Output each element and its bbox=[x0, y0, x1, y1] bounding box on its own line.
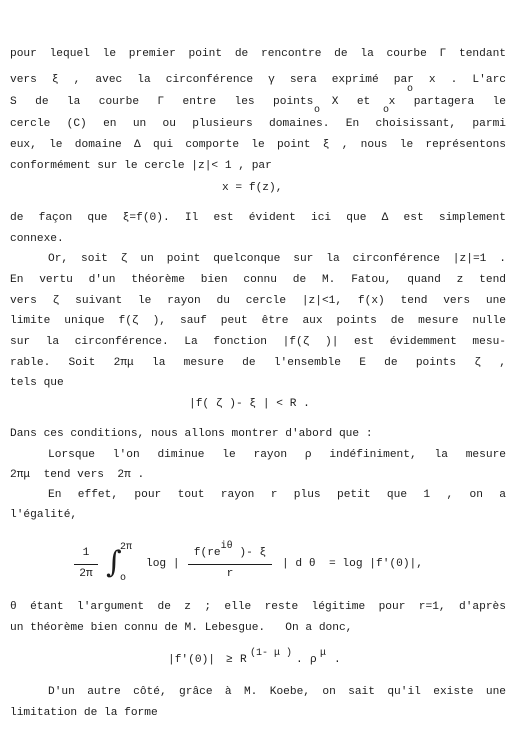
equation-inequality: |f( ζ )- ξ | < R . bbox=[189, 398, 310, 410]
text-line: vers ζ suivant le rayon du cercle |z|<1, f(x) tend vers une bbox=[10, 295, 506, 307]
text-line: pour lequel le premier point de rencontre de la courbe Γ tendant bbox=[10, 48, 506, 60]
eq4-dot: . bbox=[296, 654, 303, 666]
eq4-exponent: (1- μ ) bbox=[250, 648, 293, 659]
text-line: eux, le domaine Δ qui comporte le point ξ , nous le représentons bbox=[10, 139, 506, 151]
text-line: conformément sur le cercle |z|< 1 , par bbox=[10, 160, 272, 172]
inner-numerator: f(reiθ )- ξ bbox=[188, 545, 272, 565]
eq4-base: R bbox=[240, 654, 247, 666]
text-line: tels que bbox=[10, 377, 64, 389]
equation-x-f-z: x = f(z), bbox=[222, 182, 283, 194]
eq4-rho-exponent: μ bbox=[320, 648, 327, 659]
text-line: 2πμ tend vers 2π . bbox=[10, 469, 145, 481]
log-label: log | bbox=[146, 558, 180, 570]
text-line: D'un autre côté, grâce à M. Koebe, on sait qu'il existe une bbox=[48, 686, 506, 698]
text-line: cercle (C) en un ou plusieurs domaines. En choisissant, parmi bbox=[10, 118, 506, 130]
fraction-denominator: 2π bbox=[79, 567, 93, 580]
text-line: Lorsque l'on diminue le rayon ρ indéfiniment, la mesure bbox=[48, 449, 506, 461]
text-line: limitation de la forme bbox=[10, 707, 158, 719]
subscript-X0: o bbox=[314, 105, 321, 116]
text-line: limite unique f(ζ ), sauf peut être aux points de mesure nulle bbox=[10, 315, 506, 327]
text-line: Or, soit ζ un point quelconque sur la circonférence |z|=1 . bbox=[48, 253, 506, 265]
text-line: S de la courbe Γ entre les points X et x partagera le bbox=[10, 96, 506, 108]
text-line: En effet, pour tout rayon r plus petit que 1 , on a bbox=[48, 489, 506, 501]
text-line: θ étant l'argument de z ; elle reste légitime pour r=1, d'après bbox=[10, 601, 506, 613]
inner-denominator: r bbox=[226, 567, 234, 580]
text-line: un théorème bien connu de M. Lebesgue. On a donc, bbox=[10, 622, 353, 634]
subscript-x0b: o bbox=[383, 105, 390, 116]
text-line: En vertu d'un théorème bien connu de M. Fatou, quand z tend bbox=[10, 274, 506, 286]
text-line: connexe. bbox=[10, 233, 64, 245]
equation-rest: | d θ = log |f'(0)|, bbox=[282, 558, 423, 570]
fraction-numerator: 1 bbox=[74, 545, 98, 565]
integral-upper-bound: 2π bbox=[120, 542, 133, 553]
integral-lower-bound: o bbox=[120, 573, 127, 584]
text-line: sur la circonférence. La fonction |f(ζ )| est évidemment mesu- bbox=[10, 336, 506, 348]
text-line: Dans ces conditions, nous allons montrer d'abord que : bbox=[10, 428, 373, 440]
eq4-rho: ρ bbox=[310, 654, 317, 666]
text-line: l'égalité, bbox=[10, 509, 78, 521]
text-line: vers ξ , avec la circonférence γ sera exprimé par x . L'arc bbox=[10, 74, 506, 86]
integral-sign: ∫ bbox=[106, 545, 122, 580]
eq4-tail: . bbox=[334, 654, 341, 666]
text-line: rable. Soit 2πμ la mesure de l'ensemble E de points ζ , bbox=[10, 357, 506, 369]
fraction-inner bbox=[188, 541, 272, 583]
fraction-one-over-two-pi bbox=[74, 545, 98, 583]
text-line: de façon que ξ=f(0). Il est évident ici que Δ est simplement bbox=[10, 212, 506, 224]
eq4-relation: ≥ bbox=[226, 654, 233, 666]
eq4-left: |f'(0)| bbox=[168, 654, 215, 666]
subscript-x0: o bbox=[407, 84, 414, 95]
